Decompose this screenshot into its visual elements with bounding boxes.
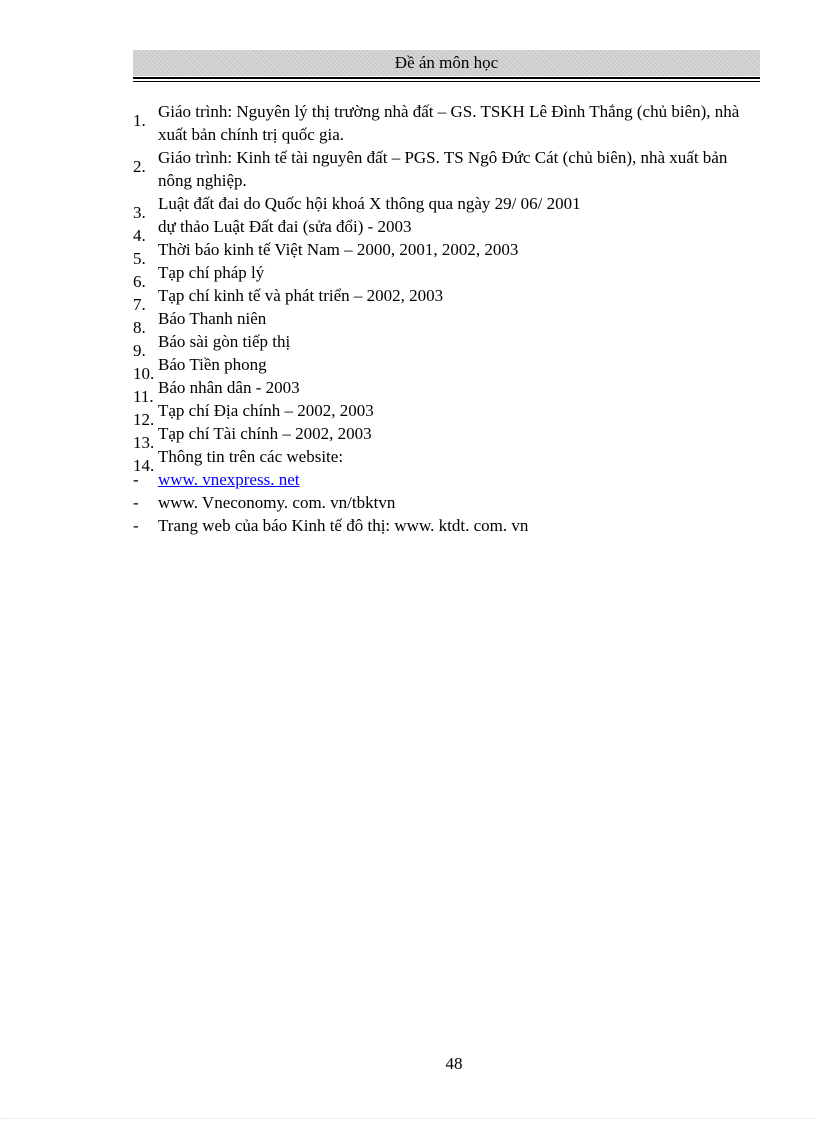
reference-item-3 bbox=[133, 192, 760, 222]
reference-number: 3. bbox=[133, 203, 146, 222]
reference-number: 12. bbox=[133, 410, 155, 429]
header-rule-thick bbox=[133, 77, 760, 79]
reference-text: Tạp chí Địa chính – 2002, 2003 bbox=[158, 401, 374, 420]
reference-item-1 bbox=[133, 100, 760, 146]
reference-list bbox=[133, 100, 760, 537]
dash-bullet: - bbox=[133, 470, 139, 489]
reference-number: 14. bbox=[133, 456, 155, 475]
reference-text: Luật đất đai do Quốc hội khoá X thông qua ngày 29/ 06/ 2001 bbox=[158, 194, 581, 213]
reference-text: Tạp chí pháp lý bbox=[158, 263, 265, 282]
reference-text: Báo Tiền phong bbox=[158, 355, 267, 374]
website-text: Trang web của báo Kinh tế đô thị: www. ktdt. com. vn bbox=[158, 516, 529, 535]
reference-number: 13. bbox=[133, 433, 155, 452]
reference-text: Thời báo kinh tế Việt Nam – 2000, 2001, 2002, 2003 bbox=[158, 240, 519, 259]
reference-text: Giáo trình: Nguyên lý thị trường nhà đất – GS. TSKH Lê Đình Thắng (chủ biên), nhà xuất bản chính trị quốc gia. bbox=[158, 102, 740, 144]
reference-item-5 bbox=[133, 238, 760, 268]
reference-item-4 bbox=[133, 215, 760, 245]
reference-item-8 bbox=[133, 307, 760, 337]
reference-number: 7. bbox=[133, 295, 146, 314]
reference-number: 11. bbox=[133, 387, 154, 406]
reference-number: 6. bbox=[133, 272, 146, 291]
reference-number: 10. bbox=[133, 364, 155, 383]
website-text: www. Vneconomy. com. vn/tbktvn bbox=[158, 493, 396, 512]
reference-item-9 bbox=[133, 330, 760, 360]
reference-item-13 bbox=[133, 422, 760, 452]
reference-number: 4. bbox=[133, 226, 146, 245]
reference-text: dự thảo Luật Đất đai (sửa đổi) - 2003 bbox=[158, 217, 412, 236]
page-header bbox=[133, 50, 760, 76]
header-title: Đề án môn học bbox=[394, 53, 499, 72]
website-item-vneconomy bbox=[133, 491, 760, 514]
header-rule-thin bbox=[133, 81, 760, 82]
reference-text: Tạp chí Tài chính – 2002, 2003 bbox=[158, 424, 372, 443]
reference-number: 5. bbox=[133, 249, 146, 268]
dash-bullet: - bbox=[133, 516, 139, 535]
page-number: 48 bbox=[445, 1054, 463, 1073]
reference-item-11 bbox=[133, 376, 760, 406]
reference-item-12 bbox=[133, 399, 760, 429]
reference-number: 8. bbox=[133, 318, 146, 337]
reference-text: Thông tin trên các website: bbox=[158, 447, 344, 466]
reference-text: Báo nhân dân - 2003 bbox=[158, 378, 300, 397]
reference-number: 9. bbox=[133, 341, 146, 360]
reference-item-10 bbox=[133, 353, 760, 383]
website-item-vnexpress bbox=[133, 468, 760, 491]
reference-number: 1. bbox=[133, 111, 146, 130]
reference-text: Tạp chí kinh tế và phát triển – 2002, 2003 bbox=[158, 286, 444, 305]
vnexpress-link[interactable]: www. vnexpress. net bbox=[158, 470, 300, 489]
reference-text: Giáo trình: Kinh tế tài nguyên đất – PGS. TS Ngô Đức Cát (chủ biên), nhà xuất bản nông nghiệp. bbox=[158, 148, 728, 190]
reference-item-2 bbox=[133, 146, 760, 192]
reference-text: Báo sài gòn tiếp thị bbox=[158, 332, 291, 351]
reference-item-14 bbox=[133, 445, 760, 475]
reference-item-6 bbox=[133, 261, 760, 291]
reference-number: 2. bbox=[133, 157, 146, 176]
reference-item-7 bbox=[133, 284, 760, 314]
footer-dotted-line bbox=[0, 1118, 816, 1119]
reference-text: Báo Thanh niên bbox=[158, 309, 267, 328]
dash-bullet: - bbox=[133, 493, 139, 512]
website-item-ktdt bbox=[133, 514, 760, 537]
